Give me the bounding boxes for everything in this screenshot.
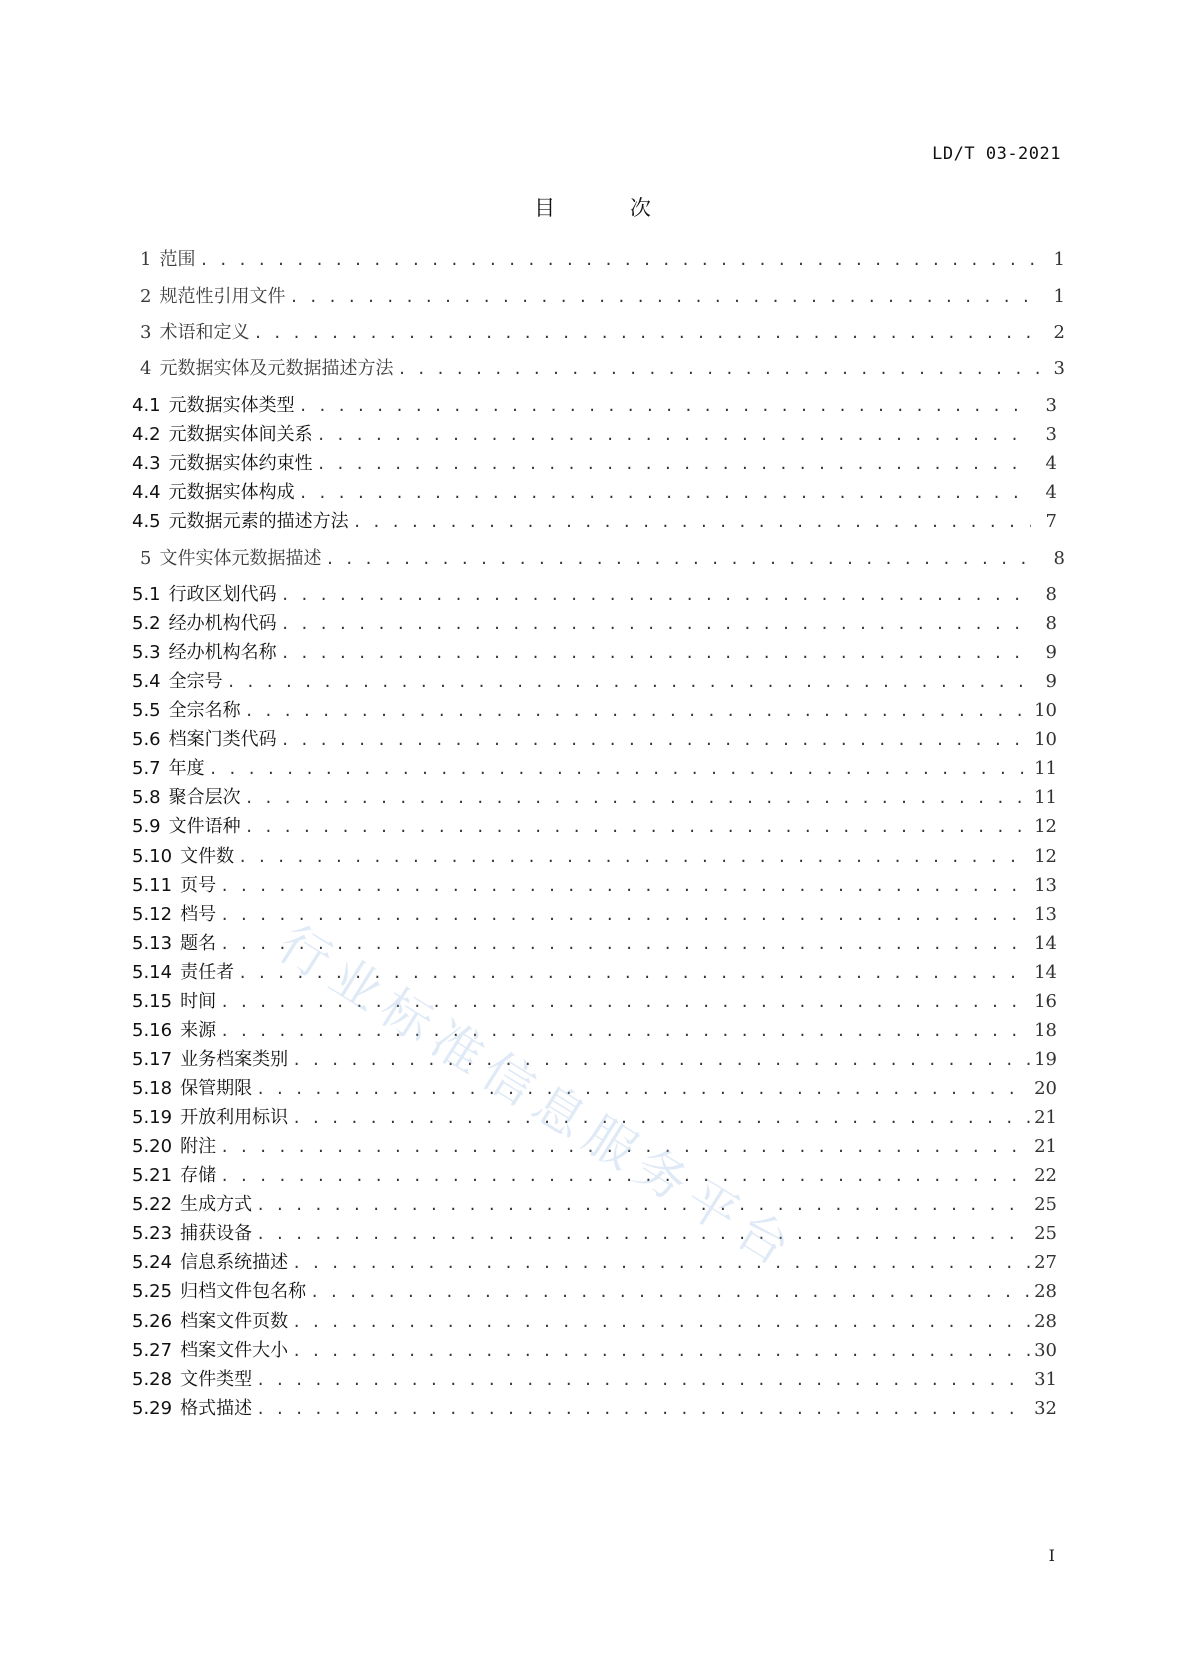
toc-dot-leader bbox=[310, 1280, 1030, 1304]
toc-title: 目 次 bbox=[534, 196, 685, 220]
toc-entry-title: 元数据实体约束性 bbox=[168, 453, 313, 474]
toc-dot-leader bbox=[292, 1310, 1030, 1334]
toc-entry-number: 3 bbox=[140, 322, 152, 343]
toc-entry-number: 5.23 bbox=[132, 1223, 173, 1244]
toc-entry-page: 3 bbox=[1045, 395, 1057, 416]
toc-entry-number: 5.16 bbox=[132, 1020, 173, 1041]
toc-dot-leader bbox=[227, 670, 1031, 694]
toc-entry-number: 5.17 bbox=[132, 1049, 173, 1070]
toc-entry-number: 5.2 bbox=[132, 613, 161, 634]
toc-entry-title: 责任者 bbox=[180, 962, 235, 983]
toc-entry-number: 5.26 bbox=[132, 1311, 173, 1332]
toc-dot-leader bbox=[353, 510, 1031, 534]
toc-dot-leader bbox=[292, 1251, 1030, 1275]
toc-dot-leader bbox=[220, 1135, 1030, 1159]
toc-entry-number: 4.2 bbox=[132, 424, 161, 445]
toc-entry-page: 7 bbox=[1045, 511, 1057, 532]
toc-entry-page: 28 bbox=[1034, 1281, 1057, 1302]
toc-entry-page: 4 bbox=[1045, 482, 1057, 503]
toc-entry-title: 页号 bbox=[180, 875, 217, 896]
toc-entry[interactable] bbox=[132, 479, 1057, 505]
toc-entry-title: 存储 bbox=[180, 1165, 217, 1186]
toc-entry-page: 27 bbox=[1034, 1252, 1057, 1273]
toc-dot-leader bbox=[317, 423, 1031, 447]
toc-entry[interactable] bbox=[132, 1191, 1057, 1217]
toc-dot-leader bbox=[238, 961, 1030, 985]
toc-entry[interactable] bbox=[132, 668, 1057, 694]
toc-entry[interactable] bbox=[140, 355, 1065, 381]
toc-entry[interactable] bbox=[140, 246, 1065, 272]
toc-entry[interactable] bbox=[132, 639, 1057, 665]
toc-entry[interactable] bbox=[132, 813, 1057, 839]
toc-dot-leader bbox=[245, 699, 1030, 723]
toc-entry-number: 5.29 bbox=[132, 1398, 173, 1419]
toc-entry-title: 保管期限 bbox=[180, 1078, 253, 1099]
toc-dot-leader bbox=[256, 1397, 1030, 1421]
standard-code: LD/T 03-2021 bbox=[932, 144, 1061, 164]
toc-entry-page: 10 bbox=[1034, 729, 1057, 750]
toc-entry-title: 年度 bbox=[168, 758, 205, 779]
toc-entry-number: 5.21 bbox=[132, 1165, 173, 1186]
toc-entry-number: 5.4 bbox=[132, 671, 161, 692]
toc-entry-title: 附注 bbox=[180, 1136, 217, 1157]
toc-entry-title: 时间 bbox=[180, 991, 217, 1012]
toc-entry-page: 25 bbox=[1034, 1194, 1057, 1215]
toc-entry[interactable] bbox=[132, 1366, 1057, 1392]
toc-entry-title: 题名 bbox=[180, 933, 217, 954]
toc-entry-number: 5.13 bbox=[132, 933, 173, 954]
toc-entry-page: 21 bbox=[1034, 1136, 1057, 1157]
toc-entry-title: 元数据元素的描述方法 bbox=[168, 511, 349, 532]
toc-entry-title: 文件类型 bbox=[180, 1369, 253, 1390]
toc-entry-title: 经办机构代码 bbox=[168, 613, 277, 634]
toc-entry-page: 12 bbox=[1034, 846, 1057, 867]
toc-dot-leader bbox=[299, 481, 1031, 505]
toc-entry-title: 全宗名称 bbox=[168, 700, 241, 721]
toc-entry[interactable] bbox=[132, 1395, 1057, 1421]
toc-entry[interactable] bbox=[132, 1162, 1057, 1188]
toc-dot-leader bbox=[281, 728, 1030, 752]
toc-entry-title: 文件数 bbox=[180, 846, 235, 867]
toc-dot-leader bbox=[220, 874, 1030, 898]
toc-entry[interactable] bbox=[132, 1075, 1057, 1101]
toc-entry-title: 归档文件包名称 bbox=[180, 1281, 307, 1302]
toc-entry-title: 捕获设备 bbox=[180, 1223, 253, 1244]
toc-entry-page: 16 bbox=[1034, 991, 1057, 1012]
toc-entry[interactable] bbox=[132, 1046, 1057, 1072]
toc-entry-title: 来源 bbox=[180, 1020, 217, 1041]
toc-dot-leader bbox=[292, 1339, 1030, 1363]
toc-entry-number: 5.19 bbox=[132, 1107, 173, 1128]
toc-entry-page: 3 bbox=[1045, 424, 1057, 445]
toc-entry-number: 1 bbox=[140, 249, 152, 270]
toc-entry-page: 18 bbox=[1034, 1020, 1057, 1041]
toc-entry-number: 5.1 bbox=[132, 584, 161, 605]
toc-entry-page: 1 bbox=[1053, 249, 1065, 270]
toc-entry-title: 格式描述 bbox=[180, 1398, 253, 1419]
toc-entry-page: 9 bbox=[1045, 671, 1057, 692]
toc-entry-number: 5.20 bbox=[132, 1136, 173, 1157]
toc-entry[interactable] bbox=[132, 610, 1057, 636]
toc-entry-number: 5.25 bbox=[132, 1281, 173, 1302]
toc-entry-page: 21 bbox=[1034, 1107, 1057, 1128]
toc-entry-page: 10 bbox=[1034, 700, 1057, 721]
toc-entry-page: 1 bbox=[1053, 286, 1065, 307]
toc-entry[interactable] bbox=[132, 930, 1057, 956]
toc-dot-leader bbox=[292, 1106, 1030, 1130]
toc-entry-number: 5.24 bbox=[132, 1252, 173, 1273]
toc-entry[interactable] bbox=[132, 450, 1057, 476]
toc-entry-title: 档号 bbox=[180, 904, 217, 925]
toc-entry[interactable] bbox=[132, 1133, 1057, 1159]
toc-entry[interactable] bbox=[140, 319, 1065, 345]
toc-entry[interactable] bbox=[132, 726, 1057, 752]
toc-entry-title: 全宗号 bbox=[168, 671, 223, 692]
toc-entry[interactable] bbox=[132, 697, 1057, 723]
toc-entry-title: 元数据实体及元数据描述方法 bbox=[159, 358, 394, 379]
toc-dot-leader bbox=[256, 1193, 1030, 1217]
toc-entry-title: 业务档案类别 bbox=[180, 1049, 289, 1070]
toc-entry-title: 规范性引用文件 bbox=[159, 286, 286, 307]
toc-dot-leader bbox=[238, 845, 1030, 869]
toc-entry-page: 8 bbox=[1045, 584, 1057, 605]
toc-entry[interactable] bbox=[132, 421, 1057, 447]
toc-entry-page: 12 bbox=[1034, 816, 1057, 837]
toc-entry-number: 5.12 bbox=[132, 904, 173, 925]
toc-entry-number: 5.18 bbox=[132, 1078, 173, 1099]
toc-entry-number: 5.3 bbox=[132, 642, 161, 663]
toc-entry-page: 14 bbox=[1034, 933, 1057, 954]
toc-entry-number: 5.11 bbox=[132, 875, 173, 896]
toc-entry[interactable] bbox=[132, 959, 1057, 985]
toc-entry-page: 20 bbox=[1034, 1078, 1057, 1099]
toc-dot-leader bbox=[220, 1164, 1030, 1188]
toc-entry-number: 5.5 bbox=[132, 700, 161, 721]
toc-entry-title: 术语和定义 bbox=[159, 322, 250, 343]
toc-entry-page: 14 bbox=[1034, 962, 1057, 983]
toc-dot-leader bbox=[325, 547, 1039, 571]
toc-dot-leader bbox=[199, 248, 1039, 272]
toc-entry-title: 档案文件页数 bbox=[180, 1311, 289, 1332]
toc-dot-leader bbox=[245, 786, 1030, 810]
toc-entry-page: 11 bbox=[1034, 787, 1057, 808]
toc-dot-leader bbox=[299, 394, 1031, 418]
toc-entry-page: 8 bbox=[1045, 613, 1057, 634]
toc-entry-page: 28 bbox=[1034, 1311, 1057, 1332]
toc-dot-leader bbox=[281, 583, 1031, 607]
toc-entry-page: 3 bbox=[1053, 358, 1065, 379]
toc-entry-number: 5.22 bbox=[132, 1194, 173, 1215]
toc-entry-number: 5.7 bbox=[132, 758, 161, 779]
toc-dot-leader bbox=[256, 1368, 1030, 1392]
toc-entry[interactable] bbox=[132, 872, 1057, 898]
toc-dot-leader bbox=[209, 757, 1030, 781]
toc-entry-page: 19 bbox=[1034, 1049, 1057, 1070]
toc-entry-number: 5.28 bbox=[132, 1369, 173, 1390]
toc-entry-number: 5.9 bbox=[132, 816, 161, 837]
toc-entry-title: 生成方式 bbox=[180, 1194, 253, 1215]
toc-entry-number: 5.10 bbox=[132, 846, 173, 867]
toc-entry[interactable] bbox=[132, 1337, 1057, 1363]
toc-entry-number: 5.6 bbox=[132, 729, 161, 750]
toc-entry-page: 13 bbox=[1034, 904, 1057, 925]
toc-entry-title: 信息系统描述 bbox=[180, 1252, 289, 1273]
toc-entry[interactable] bbox=[132, 1308, 1057, 1334]
toc-entry[interactable] bbox=[132, 581, 1057, 607]
toc-entry-number: 5.15 bbox=[132, 991, 173, 1012]
toc-dot-leader bbox=[289, 285, 1039, 309]
toc-dot-leader bbox=[253, 321, 1039, 345]
page-number: I bbox=[1048, 1546, 1055, 1565]
toc-dot-leader bbox=[292, 1048, 1030, 1072]
toc-entry[interactable] bbox=[140, 545, 1065, 571]
toc-dot-leader bbox=[317, 452, 1031, 476]
toc-entry[interactable] bbox=[132, 508, 1057, 534]
toc-entry[interactable] bbox=[132, 1017, 1057, 1043]
toc-entry-page: 11 bbox=[1034, 758, 1057, 779]
toc-entry-number: 5.14 bbox=[132, 962, 173, 983]
toc-dot-leader bbox=[256, 1077, 1030, 1101]
toc-entry-title: 档案文件大小 bbox=[180, 1340, 289, 1361]
toc-entry-number: 4 bbox=[140, 358, 152, 379]
toc-entry-page: 30 bbox=[1034, 1340, 1057, 1361]
toc-dot-leader bbox=[220, 1019, 1030, 1043]
toc-entry-page: 4 bbox=[1045, 453, 1057, 474]
toc-entry[interactable] bbox=[140, 283, 1065, 309]
toc-entry-title: 元数据实体类型 bbox=[168, 395, 295, 416]
toc-entry-title: 聚合层次 bbox=[168, 787, 241, 808]
toc-entry[interactable] bbox=[132, 901, 1057, 927]
toc-entry-number: 2 bbox=[140, 286, 152, 307]
toc-entry[interactable] bbox=[132, 784, 1057, 810]
toc-entry-title: 元数据实体间关系 bbox=[168, 424, 313, 445]
toc-entry-title: 开放利用标识 bbox=[180, 1107, 289, 1128]
toc-entry-page: 25 bbox=[1034, 1223, 1057, 1244]
toc-entry-title: 经办机构名称 bbox=[168, 642, 277, 663]
toc-entry-number: 4.4 bbox=[132, 482, 161, 503]
toc-entry[interactable] bbox=[132, 988, 1057, 1014]
toc-entry-page: 8 bbox=[1053, 548, 1065, 569]
toc-dot-leader bbox=[220, 932, 1030, 956]
toc-entry-page: 32 bbox=[1034, 1398, 1057, 1419]
toc-entry-page: 31 bbox=[1034, 1369, 1057, 1390]
toc-dot-leader bbox=[256, 1222, 1030, 1246]
toc-entry[interactable] bbox=[132, 1220, 1057, 1246]
toc-entry-page: 13 bbox=[1034, 875, 1057, 896]
toc-dot-leader bbox=[397, 357, 1039, 381]
toc-dot-leader bbox=[281, 641, 1031, 665]
watermark: 行业标准信息服务平台 bbox=[268, 914, 808, 1282]
toc-entry-title: 范围 bbox=[159, 249, 196, 270]
toc-entry-number: 4.1 bbox=[132, 395, 161, 416]
toc-entry-page: 2 bbox=[1053, 322, 1065, 343]
toc-entry-title: 文件语种 bbox=[168, 816, 241, 837]
toc-entry-title: 行政区划代码 bbox=[168, 584, 277, 605]
toc-entry[interactable] bbox=[132, 1278, 1057, 1304]
toc-entry-title: 元数据实体构成 bbox=[168, 482, 295, 503]
toc-entry-number: 5.27 bbox=[132, 1340, 173, 1361]
toc-entry[interactable] bbox=[132, 1104, 1057, 1130]
toc-entry-page: 9 bbox=[1045, 642, 1057, 663]
toc-entry[interactable] bbox=[132, 843, 1057, 869]
toc-dot-leader bbox=[281, 612, 1031, 636]
toc-entry-number: 5.8 bbox=[132, 787, 161, 808]
toc-entry[interactable] bbox=[132, 1249, 1057, 1275]
toc-entry[interactable] bbox=[132, 392, 1057, 418]
toc-entry-number: 5 bbox=[140, 548, 152, 569]
toc-entry-number: 4.5 bbox=[132, 511, 161, 532]
toc-entry[interactable] bbox=[132, 755, 1057, 781]
toc-entry-number: 4.3 bbox=[132, 453, 161, 474]
toc-dot-leader bbox=[220, 990, 1030, 1014]
toc-entry-title: 文件实体元数据描述 bbox=[159, 548, 322, 569]
toc-dot-leader bbox=[245, 815, 1030, 839]
toc-entry-title: 档案门类代码 bbox=[168, 729, 277, 750]
toc-dot-leader bbox=[220, 903, 1030, 927]
toc-entry-page: 22 bbox=[1034, 1165, 1057, 1186]
